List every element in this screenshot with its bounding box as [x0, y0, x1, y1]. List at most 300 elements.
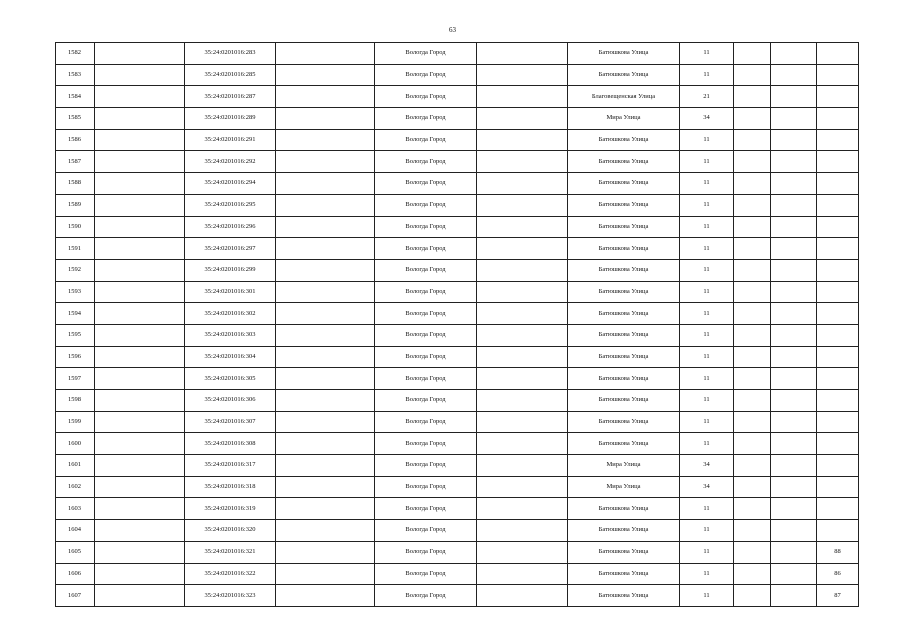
blank-cell	[95, 390, 185, 412]
row-number-cell: 1592	[56, 259, 95, 281]
table-row	[56, 194, 859, 216]
blank-cell	[734, 411, 771, 433]
city-cell: Вологда Город	[375, 541, 477, 563]
apartment-number-cell	[817, 194, 859, 216]
blank-cell	[477, 43, 568, 65]
row-number-cell: 1601	[56, 455, 95, 477]
blank-cell	[477, 173, 568, 195]
apartment-number-cell	[817, 411, 859, 433]
house-number-cell: 11	[680, 303, 734, 325]
house-number-cell: 11	[680, 585, 734, 607]
blank-cell	[734, 324, 771, 346]
blank-cell	[477, 281, 568, 303]
cadastral-number-cell: 35:24:0201016:285	[185, 64, 276, 86]
cadastral-number-cell: 35:24:0201016:323	[185, 585, 276, 607]
house-number-cell: 11	[680, 390, 734, 412]
blank-cell	[477, 433, 568, 455]
apartment-number-cell	[817, 216, 859, 238]
street-cell: Батюшкова Улица	[568, 541, 680, 563]
apartment-number-cell: 87	[817, 585, 859, 607]
table-row	[56, 541, 859, 563]
row-number-cell: 1588	[56, 173, 95, 195]
row-number-cell: 1584	[56, 86, 95, 108]
blank-cell	[771, 64, 817, 86]
blank-cell	[477, 259, 568, 281]
house-number-cell: 11	[680, 498, 734, 520]
city-cell: Вологда Город	[375, 173, 477, 195]
table-row	[56, 86, 859, 108]
house-number-cell: 34	[680, 476, 734, 498]
blank-cell	[95, 129, 185, 151]
blank-cell	[95, 324, 185, 346]
blank-cell	[276, 346, 375, 368]
blank-cell	[276, 368, 375, 390]
table-row	[56, 108, 859, 130]
blank-cell	[771, 129, 817, 151]
blank-cell	[477, 346, 568, 368]
city-cell: Вологда Город	[375, 86, 477, 108]
street-cell: Мира Улица	[568, 108, 680, 130]
blank-cell	[771, 86, 817, 108]
row-number-cell: 1594	[56, 303, 95, 325]
blank-cell	[771, 238, 817, 260]
apartment-number-cell	[817, 173, 859, 195]
street-cell: Батюшкова Улица	[568, 346, 680, 368]
page-number: 63	[449, 26, 456, 34]
blank-cell	[95, 541, 185, 563]
apartment-number-cell	[817, 433, 859, 455]
row-number-cell: 1598	[56, 390, 95, 412]
blank-cell	[477, 324, 568, 346]
blank-cell	[734, 86, 771, 108]
apartment-number-cell	[817, 476, 859, 498]
street-cell: Батюшкова Улица	[568, 129, 680, 151]
cadastral-number-cell: 35:24:0201016:322	[185, 563, 276, 585]
cadastral-number-cell: 35:24:0201016:296	[185, 216, 276, 238]
table-row	[56, 173, 859, 195]
blank-cell	[276, 563, 375, 585]
blank-cell	[276, 43, 375, 65]
city-cell: Вологда Город	[375, 455, 477, 477]
row-number-cell: 1596	[56, 346, 95, 368]
apartment-number-cell	[817, 390, 859, 412]
blank-cell	[771, 259, 817, 281]
table-row	[56, 585, 859, 607]
blank-cell	[771, 411, 817, 433]
blank-cell	[477, 520, 568, 542]
house-number-cell: 11	[680, 324, 734, 346]
row-number-cell: 1603	[56, 498, 95, 520]
city-cell: Вологда Город	[375, 303, 477, 325]
table-row	[56, 64, 859, 86]
blank-cell	[477, 151, 568, 173]
blank-cell	[734, 541, 771, 563]
house-number-cell: 11	[680, 281, 734, 303]
table-row	[56, 281, 859, 303]
street-cell: Батюшкова Улица	[568, 368, 680, 390]
row-number-cell: 1587	[56, 151, 95, 173]
blank-cell	[771, 108, 817, 130]
blank-cell	[276, 194, 375, 216]
city-cell: Вологда Город	[375, 281, 477, 303]
table-row	[56, 346, 859, 368]
row-number-cell: 1605	[56, 541, 95, 563]
blank-cell	[771, 520, 817, 542]
blank-cell	[771, 476, 817, 498]
table-row	[56, 476, 859, 498]
house-number-cell: 11	[680, 151, 734, 173]
city-cell: Вологда Город	[375, 368, 477, 390]
blank-cell	[276, 151, 375, 173]
blank-cell	[771, 563, 817, 585]
house-number-cell: 11	[680, 520, 734, 542]
blank-cell	[477, 303, 568, 325]
blank-cell	[276, 585, 375, 607]
blank-cell	[734, 520, 771, 542]
cadastral-number-cell: 35:24:0201016:303	[185, 324, 276, 346]
city-cell: Вологда Город	[375, 108, 477, 130]
city-cell: Вологда Город	[375, 346, 477, 368]
blank-cell	[276, 303, 375, 325]
blank-cell	[734, 433, 771, 455]
blank-cell	[276, 455, 375, 477]
registry-table-body	[56, 43, 859, 607]
city-cell: Вологда Город	[375, 216, 477, 238]
blank-cell	[771, 194, 817, 216]
house-number-cell: 11	[680, 129, 734, 151]
blank-cell	[734, 498, 771, 520]
apartment-number-cell	[817, 64, 859, 86]
city-cell: Вологда Город	[375, 433, 477, 455]
blank-cell	[276, 108, 375, 130]
apartment-number-cell	[817, 281, 859, 303]
row-number-cell: 1583	[56, 64, 95, 86]
row-number-cell: 1582	[56, 43, 95, 65]
blank-cell	[477, 86, 568, 108]
apartment-number-cell	[817, 520, 859, 542]
house-number-cell: 11	[680, 433, 734, 455]
blank-cell	[771, 455, 817, 477]
street-cell: Батюшкова Улица	[568, 303, 680, 325]
blank-cell	[95, 281, 185, 303]
blank-cell	[95, 259, 185, 281]
cadastral-number-cell: 35:24:0201016:302	[185, 303, 276, 325]
street-cell: Батюшкова Улица	[568, 238, 680, 260]
cadastral-number-cell: 35:24:0201016:320	[185, 520, 276, 542]
row-number-cell: 1586	[56, 129, 95, 151]
blank-cell	[771, 346, 817, 368]
row-number-cell: 1604	[56, 520, 95, 542]
street-cell: Батюшкова Улица	[568, 324, 680, 346]
blank-cell	[734, 151, 771, 173]
street-cell: Батюшкова Улица	[568, 563, 680, 585]
house-number-cell: 11	[680, 541, 734, 563]
street-cell: Батюшкова Улица	[568, 216, 680, 238]
apartment-number-cell	[817, 238, 859, 260]
blank-cell	[477, 476, 568, 498]
blank-cell	[95, 216, 185, 238]
table-row	[56, 129, 859, 151]
blank-cell	[276, 281, 375, 303]
cadastral-number-cell: 35:24:0201016:308	[185, 433, 276, 455]
row-number-cell: 1593	[56, 281, 95, 303]
table-row	[56, 238, 859, 260]
cadastral-number-cell: 35:24:0201016:291	[185, 129, 276, 151]
blank-cell	[477, 541, 568, 563]
cadastral-number-cell: 35:24:0201016:305	[185, 368, 276, 390]
blank-cell	[477, 390, 568, 412]
street-cell: Батюшкова Улица	[568, 520, 680, 542]
blank-cell	[477, 455, 568, 477]
house-number-cell: 11	[680, 563, 734, 585]
table-row	[56, 259, 859, 281]
apartment-number-cell	[817, 324, 859, 346]
row-number-cell: 1591	[56, 238, 95, 260]
blank-cell	[276, 433, 375, 455]
table-row	[56, 455, 859, 477]
blank-cell	[95, 151, 185, 173]
street-cell: Мира Улица	[568, 476, 680, 498]
house-number-cell: 21	[680, 86, 734, 108]
blank-cell	[477, 129, 568, 151]
apartment-number-cell	[817, 108, 859, 130]
blank-cell	[276, 259, 375, 281]
blank-cell	[276, 86, 375, 108]
street-cell: Мира Улица	[568, 455, 680, 477]
row-number-cell: 1606	[56, 563, 95, 585]
cadastral-number-cell: 35:24:0201016:297	[185, 238, 276, 260]
blank-cell	[734, 64, 771, 86]
house-number-cell: 11	[680, 411, 734, 433]
blank-cell	[276, 498, 375, 520]
blank-cell	[95, 173, 185, 195]
street-cell: Батюшкова Улица	[568, 411, 680, 433]
table-row	[56, 324, 859, 346]
blank-cell	[771, 433, 817, 455]
street-cell: Батюшкова Улица	[568, 433, 680, 455]
blank-cell	[771, 173, 817, 195]
street-cell: Батюшкова Улица	[568, 585, 680, 607]
blank-cell	[771, 368, 817, 390]
blank-cell	[734, 390, 771, 412]
blank-cell	[771, 324, 817, 346]
blank-cell	[276, 411, 375, 433]
blank-cell	[95, 303, 185, 325]
apartment-number-cell	[817, 86, 859, 108]
blank-cell	[734, 585, 771, 607]
cadastral-number-cell: 35:24:0201016:304	[185, 346, 276, 368]
city-cell: Вологда Город	[375, 194, 477, 216]
blank-cell	[734, 108, 771, 130]
blank-cell	[734, 43, 771, 65]
blank-cell	[734, 281, 771, 303]
street-cell: Батюшкова Улица	[568, 64, 680, 86]
row-number-cell: 1589	[56, 194, 95, 216]
blank-cell	[95, 108, 185, 130]
blank-cell	[95, 238, 185, 260]
blank-cell	[95, 64, 185, 86]
blank-cell	[276, 541, 375, 563]
blank-cell	[734, 216, 771, 238]
cadastral-number-cell: 35:24:0201016:317	[185, 455, 276, 477]
blank-cell	[276, 324, 375, 346]
blank-cell	[477, 216, 568, 238]
blank-cell	[95, 368, 185, 390]
city-cell: Вологда Город	[375, 585, 477, 607]
registry-table	[55, 42, 859, 607]
table-row	[56, 43, 859, 65]
cadastral-number-cell: 35:24:0201016:307	[185, 411, 276, 433]
blank-cell	[734, 194, 771, 216]
city-cell: Вологда Город	[375, 498, 477, 520]
blank-cell	[734, 476, 771, 498]
table-row	[56, 216, 859, 238]
blank-cell	[95, 194, 185, 216]
cadastral-number-cell: 35:24:0201016:321	[185, 541, 276, 563]
blank-cell	[95, 411, 185, 433]
row-number-cell: 1597	[56, 368, 95, 390]
apartment-number-cell	[817, 498, 859, 520]
blank-cell	[771, 151, 817, 173]
row-number-cell: 1595	[56, 324, 95, 346]
house-number-cell: 11	[680, 238, 734, 260]
blank-cell	[734, 303, 771, 325]
house-number-cell: 34	[680, 455, 734, 477]
blank-cell	[276, 476, 375, 498]
apartment-number-cell	[817, 129, 859, 151]
blank-cell	[95, 455, 185, 477]
house-number-cell: 11	[680, 173, 734, 195]
blank-cell	[734, 129, 771, 151]
row-number-cell: 1585	[56, 108, 95, 130]
blank-cell	[95, 585, 185, 607]
blank-cell	[276, 173, 375, 195]
house-number-cell: 11	[680, 216, 734, 238]
blank-cell	[734, 563, 771, 585]
table-row	[56, 411, 859, 433]
city-cell: Вологда Город	[375, 476, 477, 498]
table-row	[56, 520, 859, 542]
city-cell: Вологда Город	[375, 151, 477, 173]
street-cell: Батюшкова Улица	[568, 390, 680, 412]
blank-cell	[477, 368, 568, 390]
blank-cell	[276, 238, 375, 260]
blank-cell	[276, 129, 375, 151]
street-cell: Батюшкова Улица	[568, 498, 680, 520]
blank-cell	[771, 498, 817, 520]
apartment-number-cell	[817, 346, 859, 368]
apartment-number-cell	[817, 151, 859, 173]
row-number-cell: 1607	[56, 585, 95, 607]
street-cell: Батюшкова Улица	[568, 259, 680, 281]
apartment-number-cell	[817, 303, 859, 325]
city-cell: Вологда Город	[375, 43, 477, 65]
street-cell: Батюшкова Улица	[568, 281, 680, 303]
house-number-cell: 11	[680, 64, 734, 86]
blank-cell	[477, 108, 568, 130]
blank-cell	[95, 346, 185, 368]
blank-cell	[95, 520, 185, 542]
blank-cell	[477, 411, 568, 433]
blank-cell	[95, 433, 185, 455]
table-row	[56, 498, 859, 520]
street-cell: Батюшкова Улица	[568, 151, 680, 173]
blank-cell	[734, 259, 771, 281]
blank-cell	[477, 585, 568, 607]
blank-cell	[771, 303, 817, 325]
row-number-cell: 1590	[56, 216, 95, 238]
city-cell: Вологда Город	[375, 390, 477, 412]
house-number-cell: 11	[680, 368, 734, 390]
house-number-cell: 11	[680, 259, 734, 281]
apartment-number-cell	[817, 43, 859, 65]
blank-cell	[95, 563, 185, 585]
blank-cell	[771, 585, 817, 607]
city-cell: Вологда Город	[375, 563, 477, 585]
city-cell: Вологда Город	[375, 411, 477, 433]
cadastral-number-cell: 35:24:0201016:319	[185, 498, 276, 520]
row-number-cell: 1602	[56, 476, 95, 498]
city-cell: Вологда Город	[375, 520, 477, 542]
city-cell: Вологда Город	[375, 129, 477, 151]
city-cell: Вологда Город	[375, 238, 477, 260]
cadastral-number-cell: 35:24:0201016:287	[185, 86, 276, 108]
cadastral-number-cell: 35:24:0201016:295	[185, 194, 276, 216]
blank-cell	[95, 498, 185, 520]
house-number-cell: 34	[680, 108, 734, 130]
blank-cell	[276, 64, 375, 86]
blank-cell	[734, 173, 771, 195]
street-cell: Батюшкова Улица	[568, 194, 680, 216]
house-number-cell: 11	[680, 346, 734, 368]
table-row	[56, 390, 859, 412]
blank-cell	[95, 43, 185, 65]
cadastral-number-cell: 35:24:0201016:306	[185, 390, 276, 412]
blank-cell	[477, 238, 568, 260]
street-cell: Благовещенская Улица	[568, 86, 680, 108]
cadastral-number-cell: 35:24:0201016:299	[185, 259, 276, 281]
city-cell: Вологда Город	[375, 324, 477, 346]
blank-cell	[771, 43, 817, 65]
blank-cell	[95, 86, 185, 108]
cadastral-number-cell: 35:24:0201016:318	[185, 476, 276, 498]
apartment-number-cell: 86	[817, 563, 859, 585]
street-cell: Батюшкова Улица	[568, 173, 680, 195]
city-cell: Вологда Город	[375, 259, 477, 281]
blank-cell	[477, 64, 568, 86]
apartment-number-cell	[817, 368, 859, 390]
blank-cell	[477, 563, 568, 585]
blank-cell	[734, 346, 771, 368]
table-row	[56, 151, 859, 173]
cadastral-number-cell: 35:24:0201016:292	[185, 151, 276, 173]
blank-cell	[771, 541, 817, 563]
cadastral-number-cell: 35:24:0201016:289	[185, 108, 276, 130]
house-number-cell: 11	[680, 43, 734, 65]
table-row	[56, 563, 859, 585]
house-number-cell: 11	[680, 194, 734, 216]
apartment-number-cell: 88	[817, 541, 859, 563]
row-number-cell: 1600	[56, 433, 95, 455]
blank-cell	[95, 476, 185, 498]
blank-cell	[734, 238, 771, 260]
blank-cell	[734, 368, 771, 390]
apartment-number-cell	[817, 259, 859, 281]
cadastral-number-cell: 35:24:0201016:294	[185, 173, 276, 195]
cadastral-number-cell: 35:24:0201016:283	[185, 43, 276, 65]
blank-cell	[734, 455, 771, 477]
table-row	[56, 433, 859, 455]
